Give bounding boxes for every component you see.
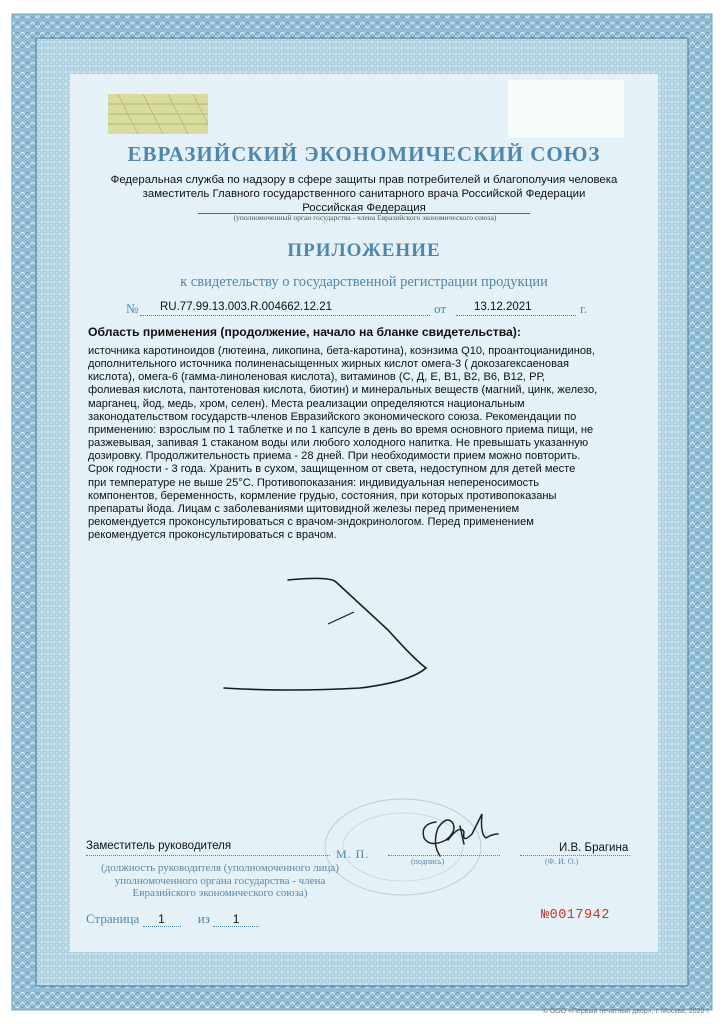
date-dotted-line — [456, 315, 576, 316]
signer-position: Заместитель руководителя — [86, 840, 232, 852]
authority-block — [90, 173, 638, 215]
appendix-title: ПРИЛОЖЕНИЕ — [287, 240, 441, 261]
page-total: 1 — [213, 912, 259, 927]
union-title: ЕВРАЗИЙСКИЙ ЭКОНОМИЧЕСКИЙ СОЮЗ — [127, 142, 601, 166]
text-line: источника каротиноидов (лютеина, ликопина, бета-каротина), коэнзима Q10, проантоцианидинов, — [88, 345, 595, 357]
text-line: компонентов, беременность, кормление грудью, состояния, при которых противопоказаны — [88, 489, 557, 502]
position-dotted-line — [86, 855, 330, 856]
authority-line: Российская Федерация — [302, 202, 426, 214]
page-label: Страница — [86, 911, 140, 926]
page-current: 1 — [143, 912, 181, 927]
text-line: рекомендуется проконсультироваться с врачом. — [88, 529, 337, 542]
year-suffix: г. — [580, 301, 588, 316]
signer-name: И.В. Брагина — [559, 842, 629, 854]
blank-stamp-area — [508, 80, 624, 138]
text-line: применению: взрослым по 1 таблетке и по 1 капсуле в день во время основного приема пищи, не — [88, 423, 594, 436]
text-line: рекомендуется проконсультироваться с врачом-эндокринологом. Перед применением — [88, 516, 534, 529]
scope-text — [88, 345, 654, 542]
name-dotted-line — [520, 855, 630, 856]
printer-note: © ООО «Первый печатный двор», г. Москва, 2020 г. — [542, 1008, 710, 1015]
of-label: из — [197, 911, 210, 926]
position-caption: (должность руководителя (уполномоченного лица) уполномоченного органа государства - члена Евразийского экономического союза) — [101, 862, 339, 899]
authority-line: Федеральная служба по надзору в сфере защиты прав потребителей и благополучия человека — [110, 174, 618, 186]
text-line: Срок годности - 3 года. Хранить в сухом, защищенном от света, недоступном для детей месте — [88, 463, 576, 476]
strike-through-mark — [210, 560, 440, 700]
registration-date: 13.12.2021 — [474, 301, 532, 313]
text-line: препараты йода. Лицам с заболеваниями щитовидной железы перед применением — [88, 502, 520, 515]
scope-heading: Область применения (продолжение, начало на бланке свидетельства): — [88, 325, 521, 339]
text-line: кислота), омега-6 (гамма-линоленовая кислота), витаминов (С, Д, Е, В1, В2, В6, В12, РР, — [88, 371, 545, 384]
date-label: от — [434, 301, 447, 316]
signature-caption: (подпись) — [411, 857, 445, 866]
number-dotted-line — [140, 315, 430, 316]
number-label: № — [126, 301, 139, 316]
fio-caption: (Ф. И. О.) — [545, 857, 579, 866]
authority-line: заместитель Главного государственного санитарного врача Российской Федерации — [142, 188, 586, 200]
text-line: дозировку. Продолжительность приема - 28 дней. При необходимости прием можно повторить. — [88, 450, 581, 463]
text-line: законодательством государств-членов Евразийского экономического союза. Рекомендации по — [88, 410, 577, 423]
text-line: разжевывая, запивая 1 стаканом воды или любого холодного напитка. Не превышать указанную — [88, 437, 589, 450]
text-line: дополнительного источника полиненасыщенных жирных кислот омега-3 ( докозагексаеновая — [88, 358, 570, 371]
authority-caption: (уполномоченный орган государства - члена Евразийского экономического союза) — [233, 213, 497, 222]
stamp-placeholder-label: М. П. — [336, 847, 370, 861]
hologram-sticker — [108, 94, 208, 134]
text-line: при температуре не выше 25°С. Противопоказания: индивидуальная непереносимость — [88, 476, 540, 489]
appendix-subtitle: к свидетельству о государственной регистрации продукции — [180, 274, 548, 290]
registration-number: RU.77.99.13.003.R.004662.12.21 — [160, 301, 332, 313]
text-line: марганец, йод, медь, хром, селен). Места реализации определяются национальным — [88, 397, 525, 410]
serial-number: №0017942 — [541, 908, 610, 923]
page-counter — [86, 911, 259, 927]
text-line: фолиевая кислота, пантотеновая кислота, биотин) и минеральных веществ (магний, цинк, железо, — [88, 384, 598, 397]
